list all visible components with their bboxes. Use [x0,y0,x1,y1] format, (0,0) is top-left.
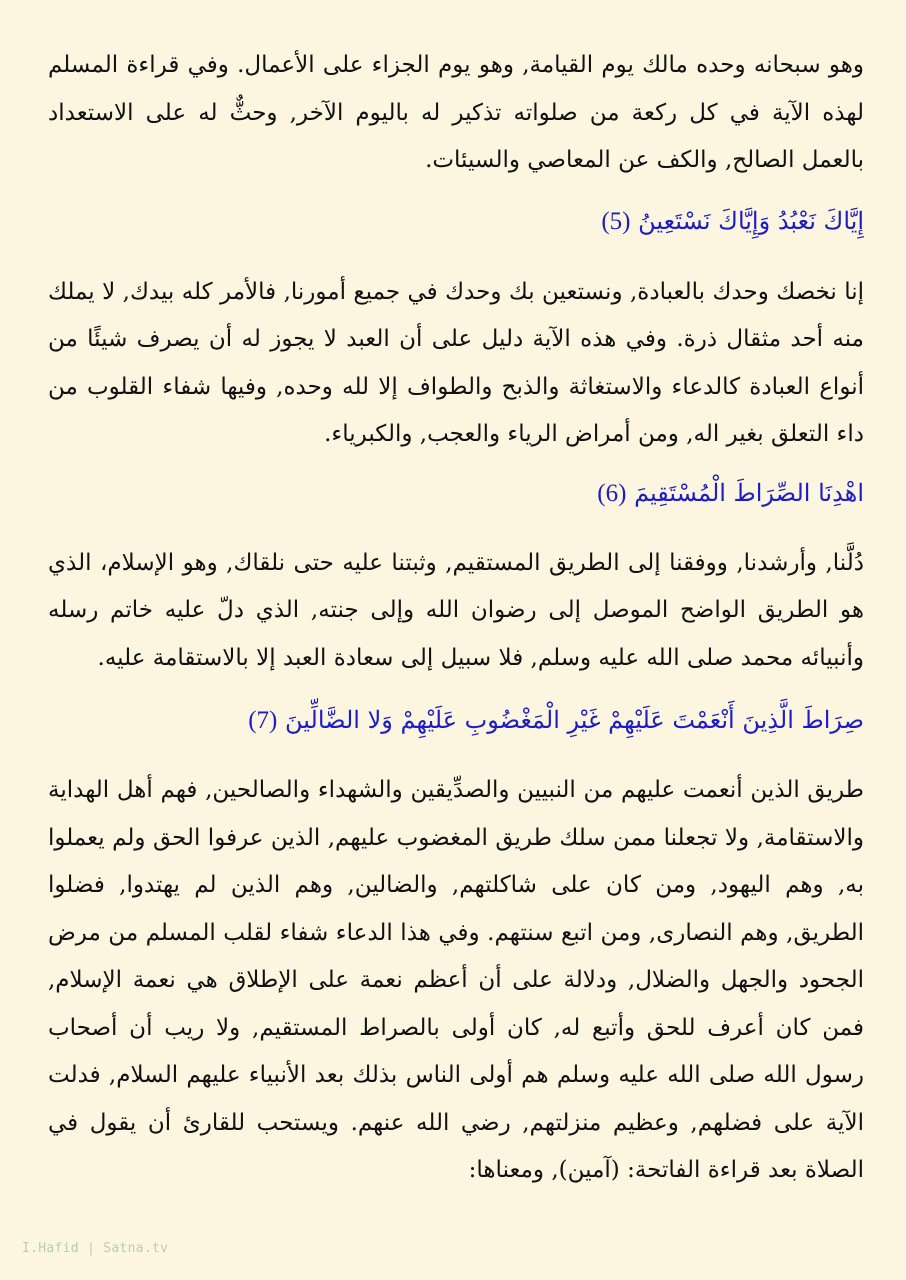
verse-number: (5) [601,207,631,235]
verse-text: إِيَّاكَ نَعْبُدُ وَإِيَّاكَ نَسْتَعِينُ [638,206,864,235]
footer-credit: I.Hafid | Satna.tv [22,1241,169,1256]
verse-text: صِرَاطَ الَّذِينَ أَنْعَمْتَ عَلَيْهِمْ غَيْرِ الْمَغْضُوبِ عَلَيْهِمْ وَلا الضَّالِّينَ [285,706,864,734]
quran-verse-7 [48,700,864,741]
document-page [48,42,864,1195]
tafsir-paragraph-verse-4: وهو سبحانه وحده مالك يوم القيامة, وهو يوم الجزاء على الأعمال. وفي قراءة المسلم لهذه الآية في كل ركعة من صلواته تذكير له باليوم الآخر, وحثٌّ له على الاستعداد بالعمل الصالح, والكف عن المعاصي والسيئات. [48,52,864,173]
tafsir-paragraph-verse-6: دُلَّنا, وأرشدنا, ووفقنا إلى الطريق المستقيم, وثبتنا عليه حتى نلقاك, وهو الإسلام، الذي هو الطريق الواضح الموصل إلى رضوان الله وإلى جنته, الذي دلّ عليه خاتم رسله وأنبيائه محمد صلى الله عليه وسلم, فلا سبيل إلى سعادة العبد إلا بالاستقامة عليه. [48,549,864,671]
quran-verse-6 [48,473,864,514]
tafsir-paragraph-verse-7: طريق الذين أنعمت عليهم من النبيين والصدِّيقين والشهداء والصالحين, فهم أهل الهداية والاستقامة, ولا تجعلنا ممن سلك طريق المغضوب عليهم, الذين عرفوا الحق ولم يعملوا به, وهم اليهود, ومن كان على شاكلتهم, والضالين, وهم الذين لم يهتدوا, فضلوا الطريق, وهم النصارى, ومن اتبع سنتهم. وفي هذا الدعاء شفاء لقلب المسلم من مرض الجحود والجهل والضلال, ودلالة على أن أعظم نعمة على الإطلاق هي نعمة الإسلام, فمن كان أعرف للحق وأتبع له, كان أولى بالصراط المستقيم, ولا ريب أن أصحاب رسول الله صلى الله عليه وسلم هم أولى الناس بذلك بعد الأنبياء عليهم السلام, فدلت الآية على فضلهم, وعظيم منزلتهم, رضي الله عنهم. ويستحب للقارئ أن يقول في الصلاة بعد قراءة الفاتحة: (آمين), ومعناها: [48,777,864,1183]
verse-number: (7) [248,707,278,734]
verse-number: (6) [597,479,627,507]
quran-verse-5 [48,201,864,242]
verse-text: اهْدِنَا الصِّرَاطَ الْمُسْتَقِيمَ [634,478,864,507]
tafsir-paragraph-verse-5: إنا نخصك وحدك بالعبادة, ونستعين بك وحدك في جميع أمورنا, فالأمر كله بيدك, لا يملك منه أحد مثقال ذرة. وفي هذه الآية دليل على أن العبد لا يجوز له أن يصرف شيئًا من أنواع العبادة كالدعاء والاستغاثة والذبح والطواف إلا لله وحده, وفيها شفاء القلوب من داء التعلق بغير اله, ومن أمراض الرياء والعجب, والكبرياء. [48,278,864,447]
